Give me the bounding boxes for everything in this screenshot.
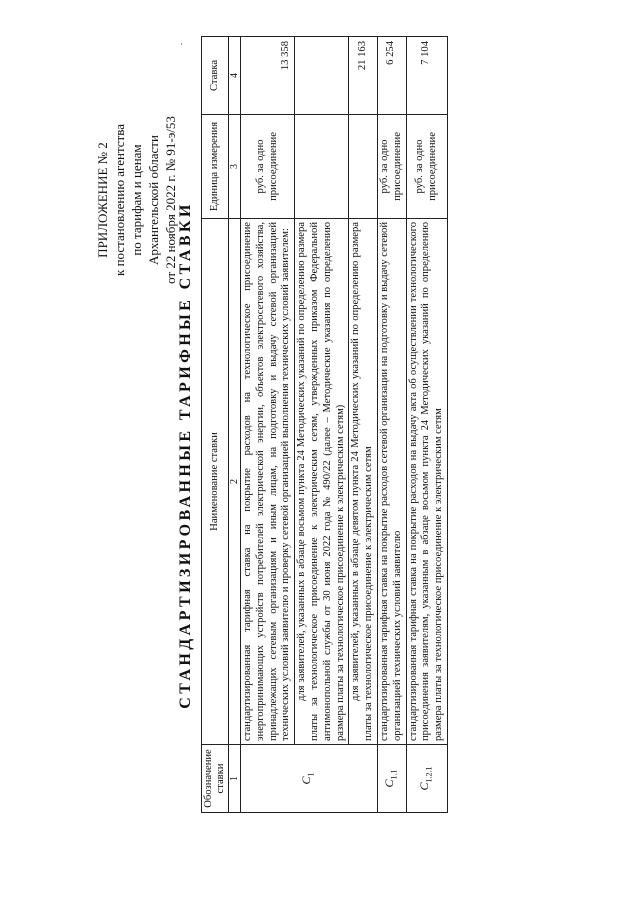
table-row [295, 37, 349, 813]
column-number: 1 [229, 745, 241, 813]
rate-symbol: $C_{1.1}$ [377, 745, 406, 813]
rate-symbol: $C_1$ [241, 745, 378, 813]
rate-unit: руб. за одно присоединение [406, 115, 447, 219]
appendix-line: ПРИЛОЖЕНИЕ № 2 [95, 142, 110, 258]
rate-value: 7 104 [406, 37, 447, 115]
appendix-block [94, 70, 179, 330]
rate-description: стандартизированная тарифная ставка на покрытие расходов сетевой организации на подготовку и выдачу сетевой организацией технических условий заявителю [377, 219, 406, 745]
rate-unit-empty [295, 115, 349, 219]
appendix-line: Архангельской области [146, 135, 161, 265]
rate-unit-empty [349, 115, 378, 219]
header-cell: Ставка [202, 37, 229, 115]
header-row [202, 37, 229, 813]
rate-value: 6 254 [377, 37, 406, 115]
appendix-line: от 22 ноября 2022 г. № 91-э/53 [163, 116, 178, 284]
header-cell: Единица измерения [202, 115, 229, 219]
rate-description: для заявителей, указанных в абзаце восьмом пункта 24 Методических указаний по определению размера платы за технологическое присоединение к электрическим сетям, утвержденных приказом Федеральной антимонопольной службы от 30 июня 2022 года № 490/22 (далее – Методические указания по определению размера платы за технологическое присоединение к электрическим сетям) [295, 219, 349, 745]
rate-description: для заявителей, указанных в абзаце девятом пункта 24 Методических указаний по определению размера платы за технологическое присоединение к электрическим сетям [349, 219, 378, 745]
column-number: 4 [229, 37, 241, 115]
appendix-line: к постановлению агентства [112, 124, 127, 276]
table-row [406, 37, 447, 813]
table-row [241, 37, 295, 813]
header-cell: Наименование ставки [202, 219, 229, 745]
rate-unit: руб. за одно присоединение [241, 115, 295, 219]
document-title: СТАНДАРТИЗИРОВАННЫЕ ТАРИФНЫЕ СТАВКИ [177, 201, 194, 709]
column-number: 3 [229, 115, 241, 219]
column-number-row [229, 37, 241, 813]
column-number: 2 [229, 219, 241, 745]
table-row [377, 37, 406, 813]
rate-symbol: $C_{1.2.1}$ [406, 745, 447, 813]
scan-mark [181, 43, 182, 45]
rate-description: стандартизированная тарифная ставка на покрытие расходов на технологическое присоединение энергопринимающих устройств потребителей электрической энергии, объектов электросетевого хозяйства, принадлежащих сетевым организациям и иным лицам, на подготовку и выдачу сетевой организацией технических условий заявителю и проверку сетевой организацией выполнения технических условий заявителем: [241, 219, 295, 745]
appendix-line: по тарифам и ценам [129, 144, 144, 256]
rate-description: стандартизированная тарифная ставка на покрытие расходов на выдачу акта об осуществлении технологического присоединения заявителям, указанным в абзаце восьмом пункта 24 Методических указаний по определению размера платы за технологическое присоединение к электрическим сетям [406, 219, 447, 745]
rate-value: 21 163 [349, 37, 378, 115]
rate-unit: руб. за одно присоединение [377, 115, 406, 219]
table-row [349, 37, 378, 813]
header-cell: Обозначение ставки [202, 745, 229, 813]
rate-value: 13 358 [241, 37, 295, 115]
rate-value-empty [295, 37, 349, 115]
rates-table [201, 36, 448, 813]
